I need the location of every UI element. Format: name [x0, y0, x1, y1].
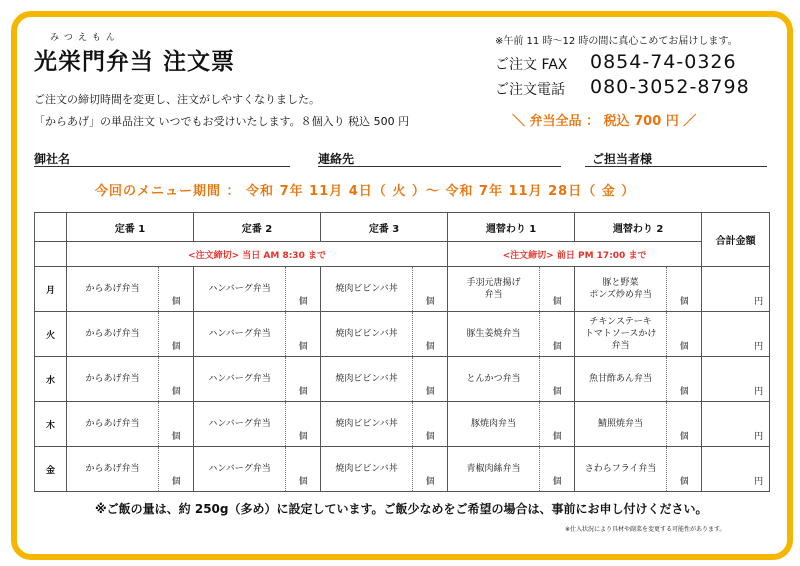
unit-label: 個: [679, 296, 689, 307]
menu-item: 鯖照焼弁当: [575, 402, 667, 447]
menu-item: さわらフライ弁当: [575, 447, 667, 492]
unit-label: 個: [171, 386, 181, 397]
table-row: [35, 312, 770, 357]
column-header: 週替わり 2: [575, 213, 702, 242]
yen-label: 円: [754, 386, 764, 397]
quantity-cell[interactable]: [540, 267, 575, 312]
company-label: 御社名: [34, 152, 71, 166]
total-cell[interactable]: [702, 312, 770, 357]
menu-item: からあげ弁当: [67, 267, 159, 312]
unit-label: 個: [552, 476, 562, 487]
fax-label: ご注文 FAX: [495, 57, 568, 73]
unit-label: 個: [298, 341, 308, 352]
unit-label: 個: [425, 386, 435, 397]
unit-label: 個: [425, 476, 435, 487]
deadline-weekly: <注文締切> 前日 PM 17:00 まで: [448, 242, 702, 267]
quantity-cell[interactable]: [159, 267, 194, 312]
menu-item: からあげ弁当: [67, 447, 159, 492]
menu-item: 豚と野菜 ポンズ炒め弁当: [575, 267, 667, 312]
company-field[interactable]: [34, 166, 290, 167]
menu-item: チキンステーキ トマトソースかけ 弁当: [575, 312, 667, 357]
yen-label: 円: [754, 341, 764, 352]
quantity-cell[interactable]: [159, 402, 194, 447]
unit-label: 個: [298, 296, 308, 307]
day-label: 火: [35, 312, 67, 357]
quantity-cell[interactable]: [540, 447, 575, 492]
total-cell[interactable]: [702, 267, 770, 312]
menu-item: 手羽元唐揚げ 弁当: [448, 267, 540, 312]
menu-period: 今回のメニュー期間 ： 令和 7年 11月 4日（ 火 ）〜 令和 7年 11月 28日（ 金 ）: [95, 184, 636, 199]
quantity-cell[interactable]: [159, 447, 194, 492]
yen-label: 円: [754, 296, 764, 307]
unit-label: 個: [171, 296, 181, 307]
quantity-cell[interactable]: [159, 312, 194, 357]
unit-label: 個: [298, 476, 308, 487]
menu-item: ハンバーグ弁当: [194, 357, 286, 402]
unit-label: 個: [679, 431, 689, 442]
price-banner: ＼ 弁当全品 ： 税込 700 円 ／: [512, 114, 697, 129]
quantity-cell[interactable]: [159, 357, 194, 402]
menu-item: からあげ弁当: [67, 402, 159, 447]
unit-label: 個: [552, 341, 562, 352]
unit-label: 個: [552, 386, 562, 397]
menu-item: ハンバーグ弁当: [194, 267, 286, 312]
menu-item: からあげ弁当: [67, 357, 159, 402]
quantity-cell[interactable]: [286, 312, 321, 357]
menu-item: 焼肉ビビンバ丼: [321, 357, 413, 402]
deadline-regular: <注文締切> 当日 AM 8:30 まで: [67, 242, 448, 267]
quantity-cell[interactable]: [286, 402, 321, 447]
day-label: 金: [35, 447, 67, 492]
menu-item: 豚焼肉弁当: [448, 402, 540, 447]
quantity-cell[interactable]: [413, 447, 448, 492]
quantity-cell[interactable]: [286, 447, 321, 492]
unit-label: 個: [552, 431, 562, 442]
total-cell[interactable]: [702, 402, 770, 447]
unit-label: 個: [425, 296, 435, 307]
menu-item: ハンバーグ弁当: [194, 312, 286, 357]
column-header: 週替わり 1: [448, 213, 575, 242]
unit-label: 個: [679, 476, 689, 487]
quantity-cell[interactable]: [667, 402, 702, 447]
total-cell[interactable]: [702, 447, 770, 492]
menu-item: 豚生姜焼弁当: [448, 312, 540, 357]
quantity-cell[interactable]: [413, 357, 448, 402]
table-row: [35, 402, 770, 447]
column-header: 定番 1: [67, 213, 194, 242]
unit-label: 個: [552, 296, 562, 307]
title-ruby: みつえもん: [50, 33, 120, 43]
karaage-single-order-notice: 「からあげ」の単品注文 いつでもお受けいたします。８個入り 税込 500 円: [34, 115, 410, 128]
order-table: [34, 212, 770, 492]
unit-label: 個: [171, 476, 181, 487]
unit-label: 個: [679, 386, 689, 397]
person-field[interactable]: [585, 166, 767, 167]
menu-item: とんかつ弁当: [448, 357, 540, 402]
menu-item: 青椒肉絲弁当: [448, 447, 540, 492]
yen-label: 円: [754, 431, 764, 442]
menu-item: 焼肉ビビンバ丼: [321, 312, 413, 357]
unit-label: 個: [425, 431, 435, 442]
total-cell[interactable]: [702, 357, 770, 402]
contact-label: 連絡先: [318, 152, 355, 166]
menu-item: 魚甘酢あん弁当: [575, 357, 667, 402]
menu-item: 焼肉ビビンバ丼: [321, 447, 413, 492]
total-header: 合計金額: [702, 213, 770, 267]
quantity-cell[interactable]: [667, 357, 702, 402]
ingredient-change-note: ※仕入状況により具材や副菜を変更する可能性があります。: [565, 526, 726, 533]
quantity-cell[interactable]: [413, 402, 448, 447]
quantity-cell[interactable]: [667, 447, 702, 492]
table-row: [35, 357, 770, 402]
unit-label: 個: [298, 431, 308, 442]
menu-item: 焼肉ビビンバ丼: [321, 267, 413, 312]
menu-item: からあげ弁当: [67, 312, 159, 357]
menu-item: ハンバーグ弁当: [194, 402, 286, 447]
day-label: 水: [35, 357, 67, 402]
menu-item: ハンバーグ弁当: [194, 447, 286, 492]
corner-cell: [35, 242, 67, 267]
quantity-cell[interactable]: [413, 267, 448, 312]
day-label: 月: [35, 267, 67, 312]
page-title: 光栄門弁当 注文票: [34, 49, 236, 75]
yen-label: 円: [754, 476, 764, 487]
menu-item: 焼肉ビビンバ丼: [321, 402, 413, 447]
quantity-cell[interactable]: [540, 357, 575, 402]
day-label: 木: [35, 402, 67, 447]
deadline-change-notice: ご注文の締切時間を変更し、注文がしやすくなりました。: [34, 93, 320, 106]
corner-cell: [35, 213, 67, 242]
unit-label: 個: [425, 341, 435, 352]
rice-amount-note: ※ご飯の量は、約 250g（多め）に設定しています。ご飯少なめをご希望の場合は、事前にお申し付けください。: [95, 502, 708, 516]
column-header: 定番 2: [194, 213, 321, 242]
quantity-cell[interactable]: [286, 357, 321, 402]
quantity-cell[interactable]: [540, 402, 575, 447]
unit-label: 個: [171, 341, 181, 352]
quantity-cell[interactable]: [286, 267, 321, 312]
unit-label: 個: [298, 386, 308, 397]
unit-label: 個: [171, 431, 181, 442]
fax-number: 0854-74-0326: [590, 51, 737, 73]
unit-label: 個: [679, 341, 689, 352]
person-label: ご担当者様: [592, 152, 653, 166]
table-row: [35, 267, 770, 312]
delivery-time-note: ※午前 11 時〜12 時の間に真心こめてお届けします。: [495, 36, 738, 47]
contact-field[interactable]: [318, 166, 561, 167]
phone-number: 080-3052-8798: [590, 76, 750, 98]
quantity-cell[interactable]: [540, 312, 575, 357]
phone-label: ご注文電話: [495, 82, 565, 98]
table-row: [35, 447, 770, 492]
quantity-cell[interactable]: [667, 267, 702, 312]
column-header: 定番 3: [321, 213, 448, 242]
quantity-cell[interactable]: [413, 312, 448, 357]
quantity-cell[interactable]: [667, 312, 702, 357]
